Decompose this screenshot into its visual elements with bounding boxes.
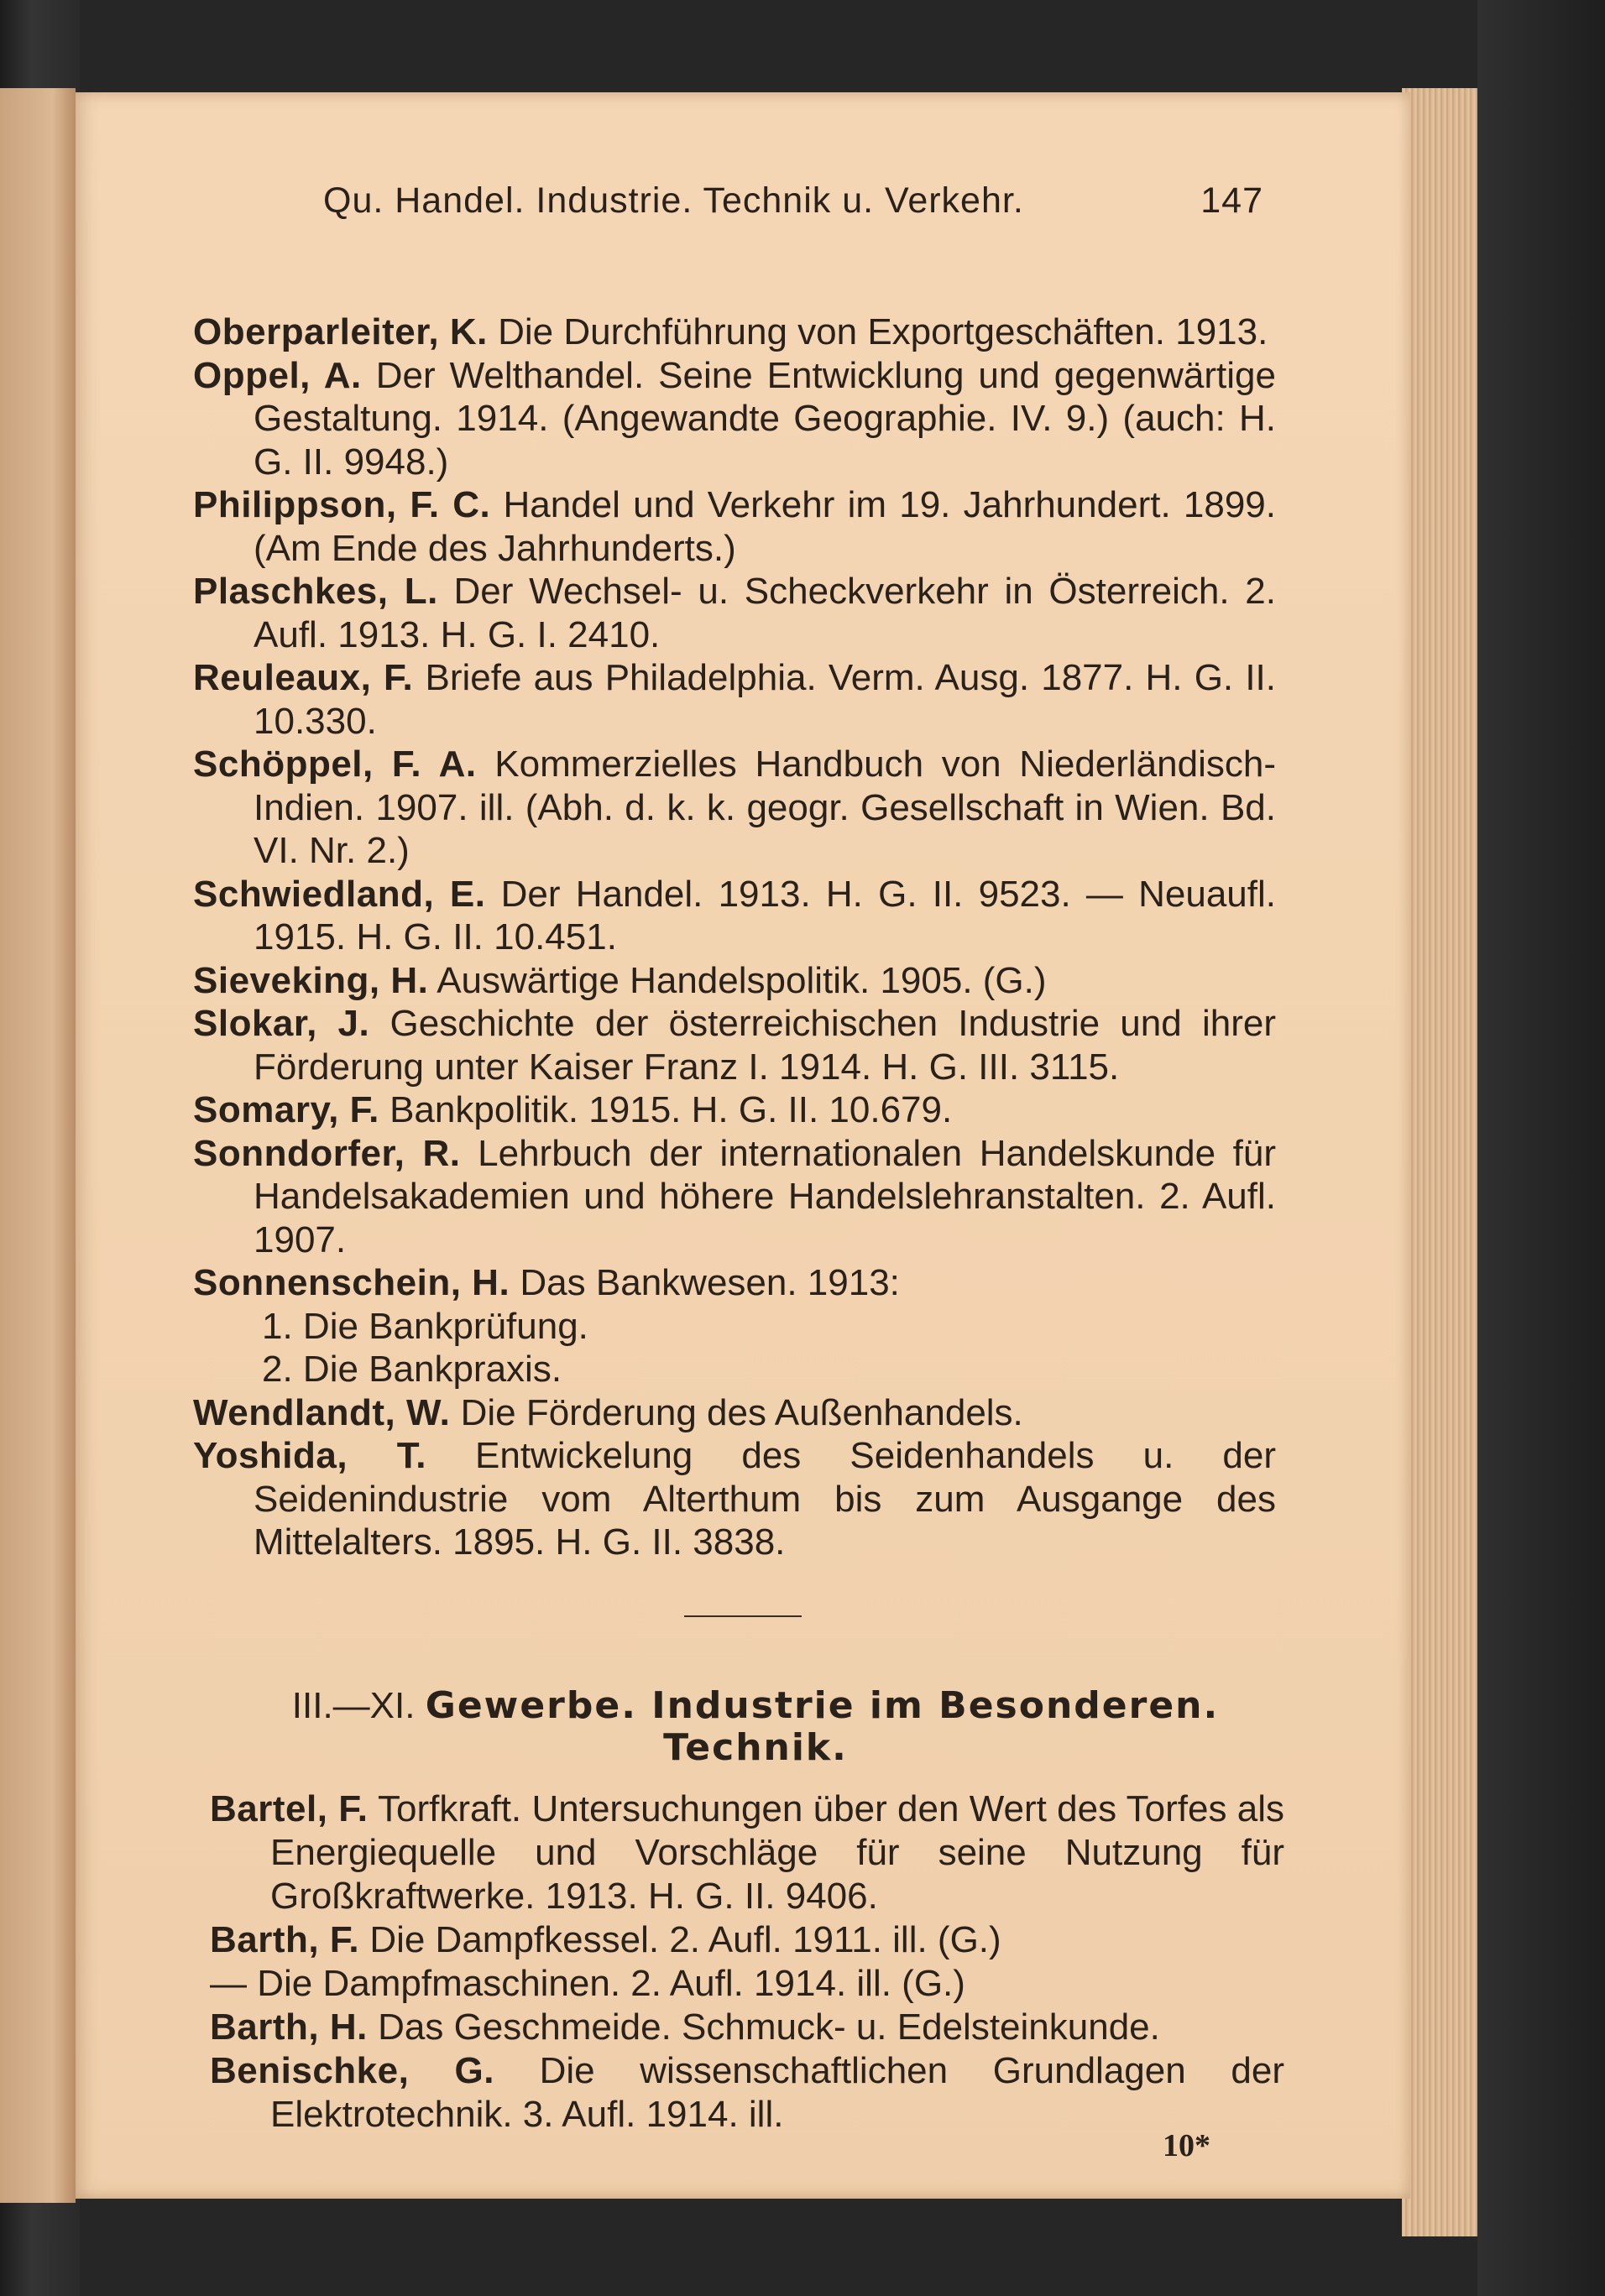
signature-mark: 10* bbox=[1163, 2128, 1210, 2163]
entry-author: Philippson, F. C. bbox=[193, 484, 491, 525]
previous-page-edge bbox=[0, 88, 76, 2203]
entry-text: Das Bankwesen. 1913: bbox=[520, 1262, 900, 1303]
entry-text: Entwickelung des Seidenhandels u. der Seidenindustrie vom Alterthum bis zum Ausgange des Mittelalters. 1895. H. G. II. 3838. bbox=[254, 1435, 1276, 1563]
entry-text: Das Geschmeide. Schmuck- u. Edelsteinkunde. bbox=[378, 2006, 1160, 2048]
list-item bbox=[193, 310, 1276, 354]
list-item bbox=[210, 2049, 1284, 2137]
entry-author: Sonndorfer, R. bbox=[193, 1132, 461, 1174]
page-stack-edge bbox=[1402, 88, 1477, 2236]
list-item bbox=[210, 1962, 1284, 2006]
entry-author: Oberparleiter, K. bbox=[193, 311, 488, 352]
running-title: Qu. Handel. Industrie. Technik u. Verkehr. bbox=[323, 180, 1024, 221]
sub-item: 2. Die Bankpraxis. bbox=[262, 1349, 562, 1390]
list-item bbox=[193, 1261, 1276, 1305]
entry-author: Barth, H. bbox=[210, 2006, 368, 2048]
section-heading bbox=[235, 1685, 1276, 1769]
entry-text: Lehrbuch der internationalen Handelskunde für Handelsakademien und höhere Handelslehranstalten. 2. Aufl. 1907. bbox=[254, 1132, 1276, 1260]
entry-text: Der Wechsel- u. Scheckverkehr in Österreich. 2. Aufl. 1913. H. G. I. 2410. bbox=[254, 571, 1276, 655]
book-cover-right bbox=[1477, 0, 1605, 2296]
entry-text: Briefe aus Philadelphia. Verm. Ausg. 1877. H. G. II. 10.330. bbox=[254, 657, 1277, 742]
entry-author: Sieveking, H. bbox=[193, 959, 429, 1001]
entry-text: Die Durchführung von Exportgeschäften. 1913. bbox=[498, 311, 1268, 352]
list-item bbox=[193, 743, 1276, 873]
entry-text: Auswärtige Handelspolitik. 1905. (G.) bbox=[437, 959, 1047, 1001]
entry-author: Plaschkes, L. bbox=[193, 571, 438, 612]
entry-text: — Die Dampfmaschinen. 2. Aufl. 1914. ill. (G.) bbox=[210, 1963, 965, 2004]
list-item bbox=[193, 1391, 1276, 1435]
entry-author: Bartel, F. bbox=[210, 1788, 369, 1829]
list-item bbox=[193, 1002, 1276, 1088]
list-item bbox=[193, 354, 1276, 484]
section-title-line1: Gewerbe. Industrie im Besonderen. bbox=[425, 1684, 1220, 1727]
entry-author: Reuleaux, F. bbox=[193, 657, 414, 698]
section-title-line2: Technik. bbox=[663, 1726, 848, 1769]
entry-text: Kommerzielles Handbuch von Niederländisch-Indien. 1907. ill. (Abh. d. k. k. geogr. Gesellschaft in Wien. Bd. VI. Nr. 2.) bbox=[254, 744, 1276, 871]
entry-author: Wendlandt, W. bbox=[193, 1391, 451, 1433]
entry-author: Benischke, G. bbox=[210, 2050, 494, 2091]
page-number: 147 bbox=[1200, 180, 1263, 221]
list-item bbox=[210, 2006, 1284, 2049]
entry-author: Barth, F. bbox=[210, 1919, 360, 1960]
list-item bbox=[193, 959, 1276, 1003]
sub-item: 1. Die Bankprüfung. bbox=[262, 1305, 588, 1347]
section-bibliography-list bbox=[210, 1787, 1284, 2137]
entry-author: Schwiedland, E. bbox=[193, 873, 486, 915]
entry-text: Die Dampfkessel. 2. Aufl. 1911. ill. (G.) bbox=[369, 1919, 1001, 1960]
list-item bbox=[210, 1787, 1284, 1918]
running-header bbox=[323, 180, 1263, 222]
entry-author: Sonnenschein, H. bbox=[193, 1262, 510, 1303]
entry-text: Die wissenschaftlichen Grundlagen der Elektrotechnik. 3. Aufl. 1914. ill. bbox=[270, 2050, 1284, 2135]
entry-author: Somary, F. bbox=[193, 1089, 379, 1130]
list-item bbox=[193, 1434, 1276, 1564]
list-item bbox=[193, 1132, 1276, 1262]
list-item bbox=[193, 873, 1276, 959]
entry-text: Geschichte der österreichischen Industrie und ihrer Förderung unter Kaiser Franz I. 1914. H. G. III. 3115. bbox=[254, 1003, 1276, 1088]
entry-author: Schöppel, F. A. bbox=[193, 744, 477, 785]
entry-text: Handel und Verkehr im 19. Jahrhundert. 1899. (Am Ende des Jahrhunderts.) bbox=[254, 484, 1276, 569]
list-item bbox=[193, 1088, 1276, 1132]
entry-text: Der Welthandel. Seine Entwicklung und gegenwärtige Gestaltung. 1914. (Angewandte Geographie. IV. 9.) (auch: H. G. II. 9948.) bbox=[254, 354, 1276, 483]
list-item bbox=[210, 1918, 1284, 1962]
entry-text: Die Förderung des Außenhandels. bbox=[460, 1391, 1023, 1433]
entry-author: Oppel, A. bbox=[193, 354, 362, 396]
list-item bbox=[193, 483, 1276, 570]
entry-author: Slokar, J. bbox=[193, 1003, 370, 1044]
entry-author: Yoshida, T. bbox=[193, 1435, 426, 1476]
list-item bbox=[193, 570, 1276, 656]
entry-text: Torfkraft. Untersuchungen über den Wert des Torfes als Energiequelle und Vorschläge für seine Nutzung für Großkraftwerke. 1913. H. G. II. 9406. bbox=[270, 1788, 1285, 1917]
entry-text: Der Handel. 1913. H. G. II. 9523. — Neuaufl. 1915. H. G. II. 10.451. bbox=[254, 873, 1276, 958]
list-item bbox=[193, 656, 1276, 743]
section-divider bbox=[684, 1615, 802, 1617]
section-number: III.—XI. bbox=[291, 1685, 416, 1726]
bibliography-list bbox=[193, 310, 1276, 1564]
entry-text: Bankpolitik. 1915. H. G. II. 10.679. bbox=[389, 1089, 953, 1130]
